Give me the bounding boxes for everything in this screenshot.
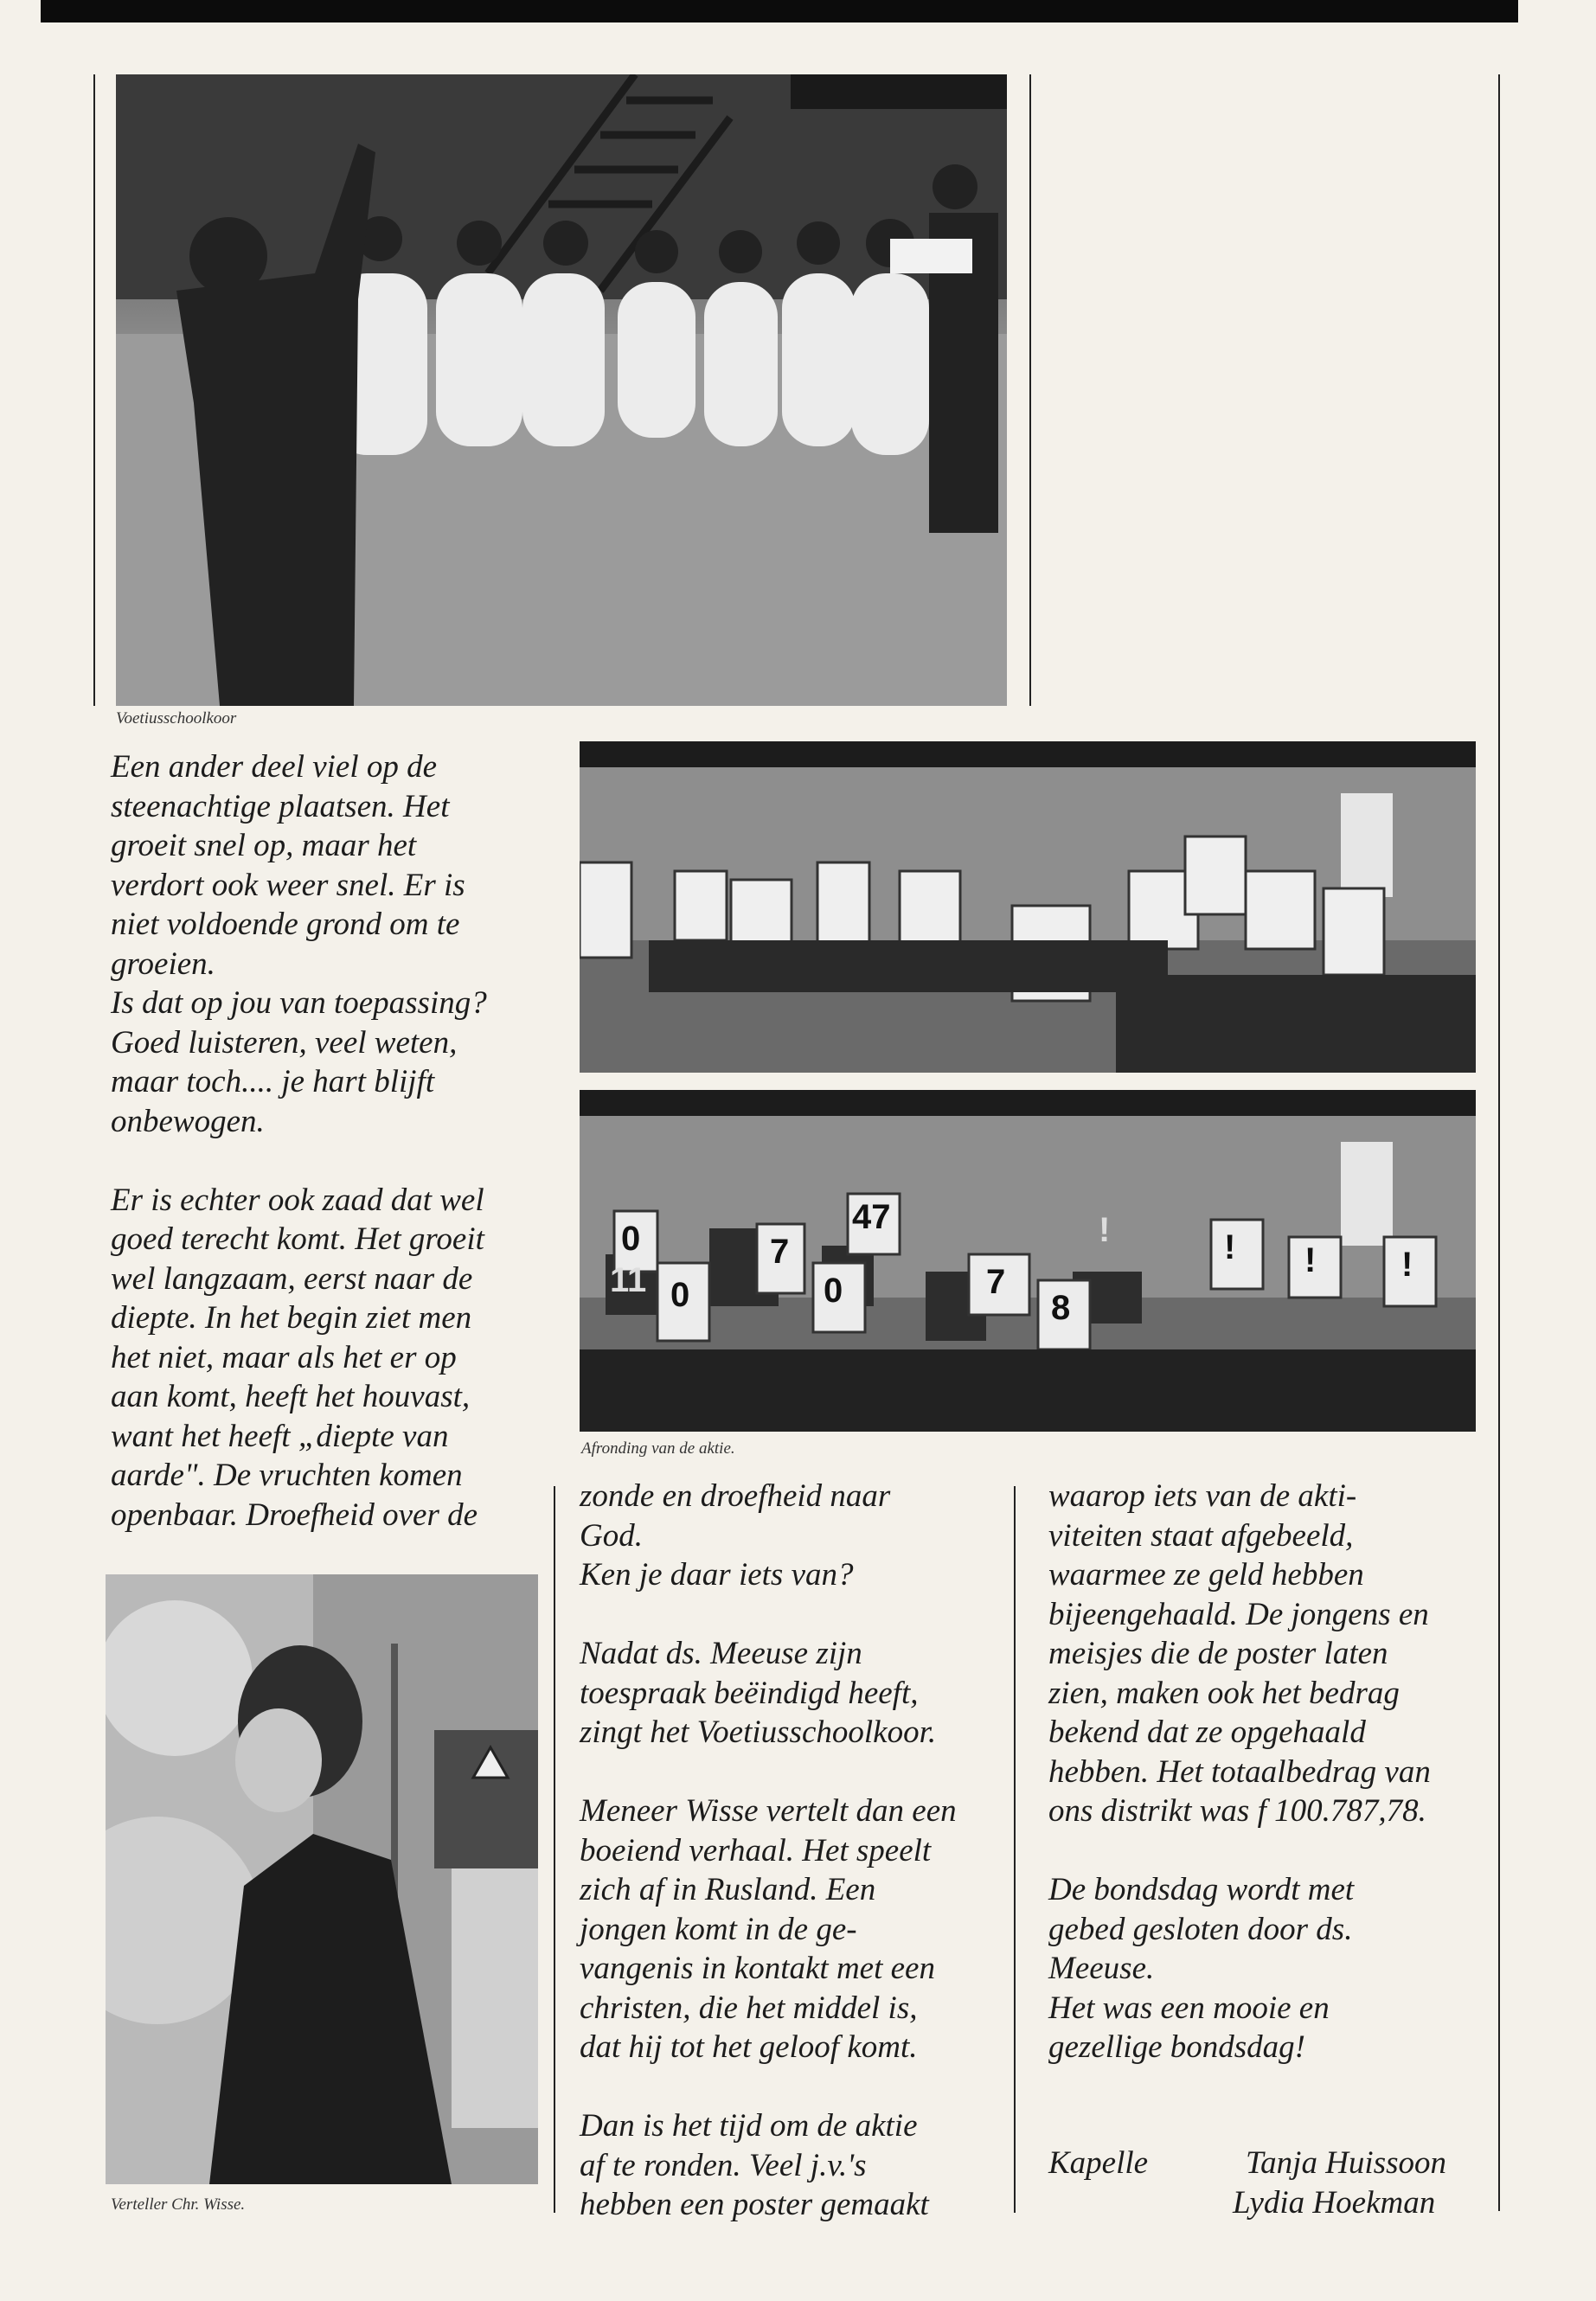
text-line: Nadat ds. Meeuse zijn	[580, 1636, 862, 1671]
text-line: onbewogen.	[111, 1103, 265, 1139]
text-line: steenachtige plaatsen. Het	[111, 788, 450, 824]
text-line: Het was een mooie en	[1048, 1990, 1330, 2026]
text-line: maar toch.... je hart blijft	[111, 1064, 435, 1099]
choir-caption: Voetiusschoolkoor	[116, 709, 237, 727]
text-line: wel langzaam, eerst naar de	[111, 1260, 473, 1297]
sign-7b: 7	[986, 1263, 1006, 1301]
text-line: ons distrikt was f 100.787,78.	[1048, 1793, 1426, 1829]
text-line: meisjes die de poster laten	[1048, 1636, 1388, 1671]
text-line: hebben. Het totaalbedrag van	[1048, 1753, 1431, 1790]
sign-excl-1: !	[1224, 1228, 1236, 1266]
text-line: groeien.	[111, 945, 215, 982]
text-line: Is dat op jou van toepassing?	[111, 985, 487, 1021]
text-line: Dan is het tijd om de aktie	[580, 2108, 918, 2144]
column-rule-outer-right	[1498, 74, 1500, 2211]
choir-photo	[116, 74, 1007, 706]
text-line: bijeengehaald. De jongens en	[1048, 1596, 1429, 1632]
text-line: aan komt, heeft het houvast,	[111, 1379, 471, 1414]
sign-7a: 7	[770, 1233, 790, 1271]
sign-excl-3: !	[1401, 1246, 1413, 1284]
sign-excl-2: !	[1304, 1241, 1317, 1279]
text-line: viteiten staat afgebeeld,	[1048, 1517, 1354, 1554]
column-rule-mid-left	[554, 1486, 555, 2213]
text-line: Ken je daar iets van?	[580, 1557, 854, 1593]
posters-photo	[580, 741, 1476, 1073]
right-column-text	[1048, 1477, 1498, 2067]
numbers-photo	[580, 1090, 1476, 1432]
text-line: Er is echter ook zaad dat wel	[111, 1182, 484, 1218]
text-line: Meneer Wisse vertelt dan een	[580, 1793, 957, 1829]
signature-author-1: Tanja Huissoon	[1246, 2145, 1447, 2181]
sign-11: 11	[610, 1261, 647, 1299]
page-top-bar	[41, 0, 1518, 22]
text-line: waarmee ze geld hebben	[1048, 1557, 1364, 1593]
column-rule-left	[93, 74, 95, 706]
text-line: hebben een poster gemaakt	[580, 2187, 929, 2222]
left-column-text	[111, 747, 561, 1535]
signature-author-2: Lydia Hoekman	[1233, 2185, 1436, 2221]
text-line: Goed luisteren, veel weten,	[111, 1024, 458, 1061]
sign-0b: 0	[670, 1276, 690, 1314]
closing-caption: Afronding van de aktie.	[581, 1439, 735, 1458]
text-line: waarop iets van de akti-	[1048, 1478, 1357, 1514]
text-line: bekend dat ze opgehaald	[1048, 1715, 1366, 1750]
text-line: boeiend verhaal. Het speelt	[580, 1832, 932, 1868]
text-line: Een ander deel viel op de	[111, 749, 438, 785]
text-line: want het heeft „diepte van	[111, 1418, 449, 1454]
text-line: aarde". De vruchten komen	[111, 1458, 463, 1493]
text-line: gezellige bondsdag!	[1048, 2029, 1305, 2065]
text-line: zien, maken ook het bedrag	[1048, 1675, 1400, 1711]
text-line: goed terecht komt. Het groeit	[111, 1221, 484, 1257]
text-line: af te ronden. Veel j.v.'s	[580, 2147, 867, 2183]
column-rule-mid-right	[1014, 1486, 1016, 2213]
text-line: dat hij tot het geloof komt.	[580, 2029, 918, 2065]
sign-8: 8	[1051, 1289, 1071, 1327]
text-line: vangenis in kontakt met een	[580, 1951, 935, 1986]
storyteller-photo	[106, 1574, 538, 2184]
text-line: zingt het Voetiusschoolkoor.	[580, 1715, 937, 1750]
text-line: diepte. In het begin ziet men	[111, 1300, 472, 1336]
text-line: Meeuse.	[1048, 1951, 1155, 1986]
text-line: verdort ook weer snel. Er is	[111, 867, 465, 903]
text-line: groeit snel op, maar het	[111, 828, 417, 863]
text-line: niet voldoende grond om te	[111, 907, 460, 942]
sign-excl-4: !	[1099, 1211, 1111, 1249]
sign-0a: 0	[621, 1220, 641, 1258]
text-line: openbaar. Droefheid over de	[111, 1497, 478, 1533]
sign-47: 47	[852, 1198, 891, 1236]
middle-column-text	[580, 1477, 1012, 2225]
signature-place: Kapelle	[1048, 2145, 1149, 2181]
text-line: het niet, maar als het er op	[111, 1339, 457, 1375]
column-rule-top-right	[1029, 74, 1031, 706]
text-line: gebed gesloten door ds.	[1048, 1911, 1353, 1947]
text-line: zonde en droefheid naar	[580, 1478, 891, 1514]
text-line: God.	[580, 1517, 643, 1554]
text-line: toespraak beëindigd heeft,	[580, 1675, 919, 1711]
text-line: christen, die het middel is,	[580, 1990, 918, 2026]
text-line: De bondsdag wordt met	[1048, 1872, 1355, 1907]
storyteller-caption: Verteller Chr. Wisse.	[111, 2195, 246, 2214]
text-line: jongen komt in de ge-	[580, 1911, 857, 1947]
sign-0c: 0	[824, 1272, 843, 1310]
text-line: zich af in Rusland. Een	[580, 1872, 876, 1907]
